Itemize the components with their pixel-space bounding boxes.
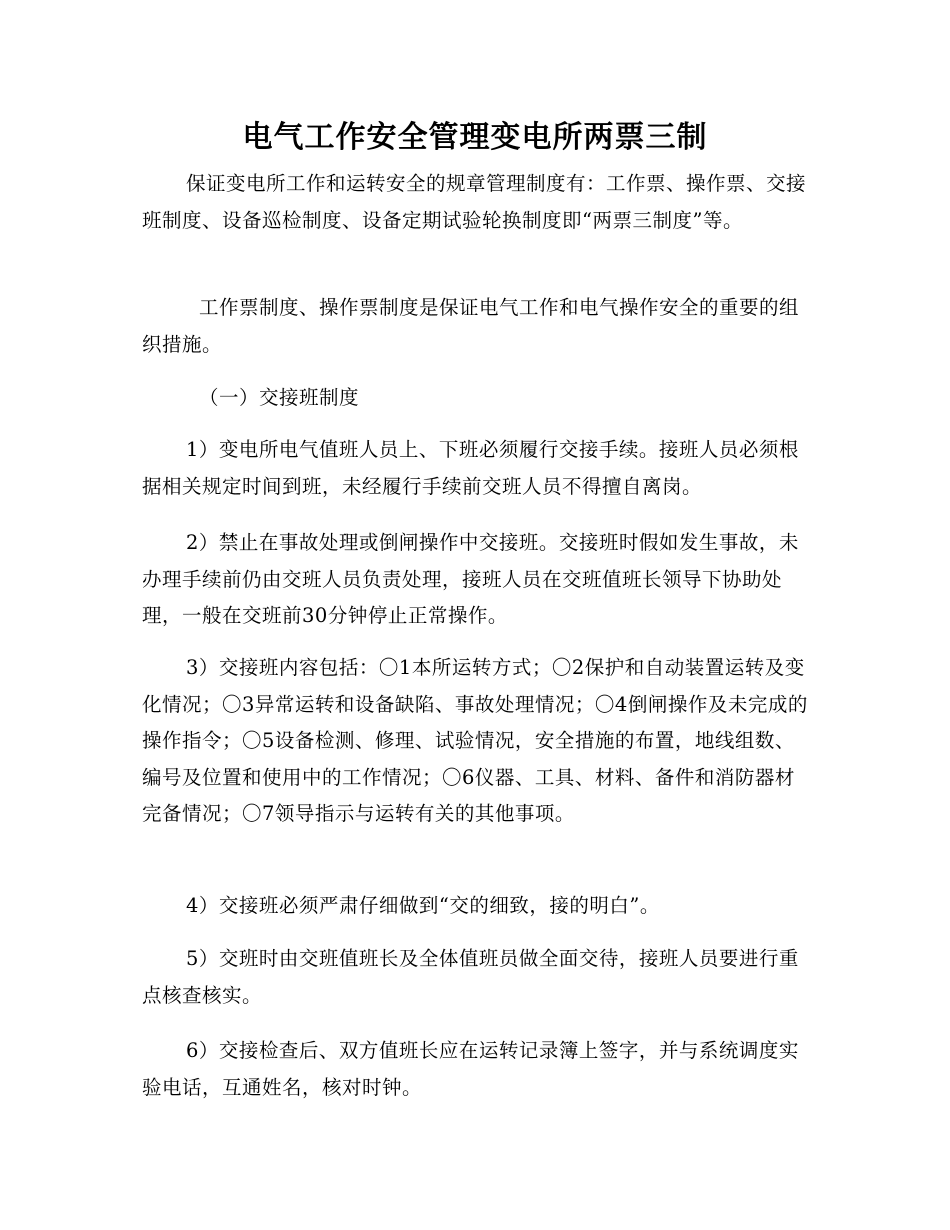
paragraph-work-ticket: 工作票制度、操作票制度是保证电气工作和电气操作安全的重要的组织措施。 [142,296,800,356]
paragraph-item-6: 6）交接检查后、双方值班长应在运转记录簿上签字，并与系统调度实验电话，互通姓名，核对时钟。 [142,1039,799,1099]
paragraph-item-1: 1）变电所电气值班人员上、下班必须履行交接手续。接班人员必须根据相关规定时间到班，未经履行手续前交班人员不得擅自离岗。 [142,438,799,498]
paragraph-intro: 保证变电所工作和运转安全的规章管理制度有：工作票、操作票、交接班制度、设备巡检制度、设备定期试验轮换制度即“两票三制度”等。 [142,172,807,232]
section-heading-shift-handover: （一）交接班制度 [199,386,360,409]
paragraph-item-2: 2）禁止在事故处理或倒闸操作中交接班。交接班时假如发生事故，未办理手续前仍由交班人员负责处理，接班人员在交班值班长领导下协助处理，一般在交班前30分钟停止正常操作。 [142,531,799,627]
paragraph-item-5: 5）交班时由交班值班长及全体值班员做全面交待，接班人员要进行重点核查核实。 [142,947,799,1007]
paragraph-item-4: 4）交接班必须严肃仔细做到“交的细致，接的明白”。 [186,894,660,917]
document-title: 电气工作安全管理变电所两票三制 [242,120,708,155]
paragraph-item-3: 3）交接班内容包括：〇1本所运转方式；〇2保护和自动装置运转及变化情况；〇3异常运转和设备缺陷、事故处理情况；〇4倒闸操作及未完成的操作指令；〇5设备检测、修理、试验情况，安全措施的布置，地线组数、编号及位置和使用中的工作情况；〇6仪器、工具、材料、备件和消防器材完备情况；〇7领导指示与运转有关的其他事项。 [142,656,808,825]
